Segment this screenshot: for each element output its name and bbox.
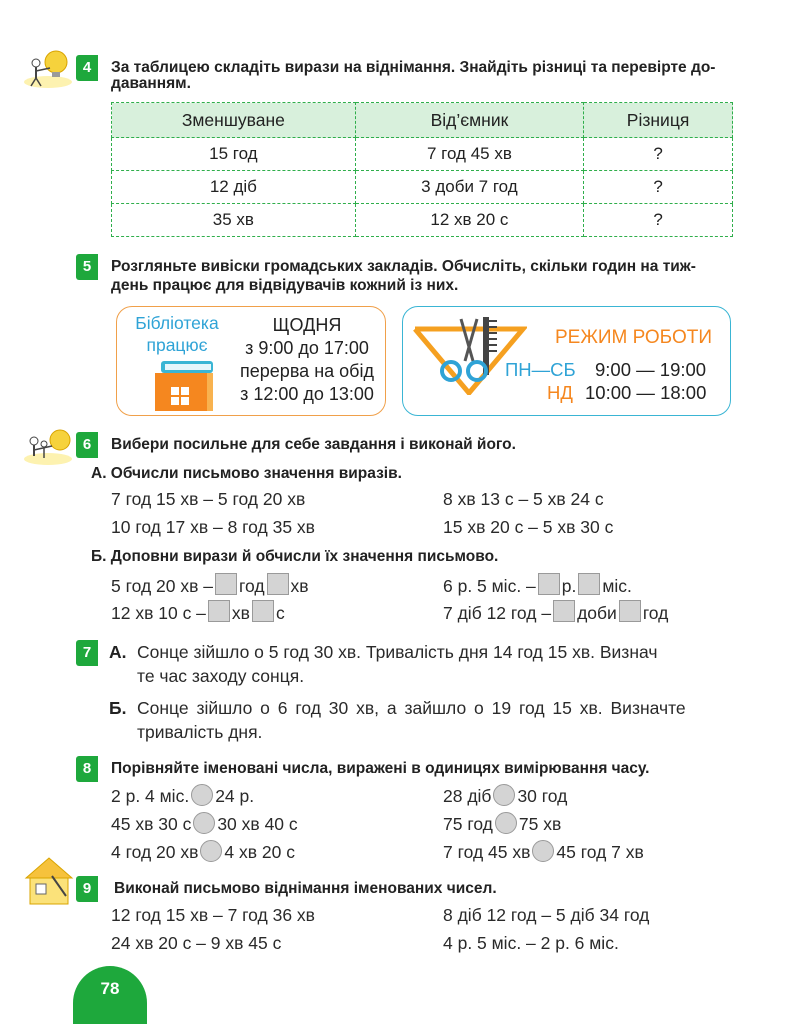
compare-circle[interactable] bbox=[193, 812, 215, 834]
page-number: 78 bbox=[73, 966, 147, 1024]
library-line4: з 12:00 до 13:00 bbox=[240, 384, 374, 404]
expr-text: 7 діб 12 год – bbox=[443, 603, 552, 623]
expr-unit: міс. bbox=[602, 576, 632, 596]
salon-weekday-hours: 9:00 — 19:00 bbox=[595, 359, 707, 380]
library-line2: з 9:00 до 17:00 bbox=[245, 338, 369, 358]
compare-right: 30 хв 40 с bbox=[217, 814, 298, 834]
task8-comparison bbox=[111, 840, 295, 863]
expr-unit: р. bbox=[561, 576, 577, 596]
books-icon bbox=[151, 359, 217, 411]
salon-sunday-label: НД bbox=[547, 382, 573, 403]
salon-sunday-hours: 10:00 — 18:00 bbox=[585, 382, 707, 403]
table-header: Різниця bbox=[584, 103, 733, 138]
compare-left: 7 год 45 хв bbox=[443, 842, 531, 862]
task6-expression: 15 хв 20 с – 5 хв 30 с bbox=[443, 517, 614, 537]
expr-text: 12 хв 10 с – bbox=[111, 603, 206, 623]
task9-expression: 8 діб 12 год – 5 діб 34 год bbox=[443, 905, 650, 925]
task9-expression: 4 р. 5 міс. – 2 р. 6 міс. bbox=[443, 933, 619, 953]
task6-text: Вибери посильне для себе завдання і виконай його. bbox=[111, 436, 516, 453]
task7-b-label: Б. bbox=[109, 698, 127, 718]
salon-sign bbox=[402, 306, 731, 416]
salon-title: РЕЖИМ РОБОТИ bbox=[555, 327, 712, 348]
task7-a-label: А. bbox=[109, 642, 127, 662]
task7-b-line1: Сонце зійшло о 6 год 30 хв, а зайшло о 19 год 15 хв. Визначте bbox=[137, 698, 686, 718]
task6-partA-title: А. Обчисли письмово значення виразів. bbox=[91, 465, 402, 482]
library-name-line1: Бібліотека bbox=[135, 313, 219, 333]
compare-circle[interactable] bbox=[191, 784, 213, 806]
task8-comparison bbox=[443, 840, 644, 863]
blank-box[interactable] bbox=[267, 573, 289, 595]
compare-right: 4 хв 20 с bbox=[224, 842, 295, 862]
compare-circle[interactable] bbox=[493, 784, 515, 806]
expr-unit: хв bbox=[231, 603, 250, 623]
task-number-8: 8 bbox=[76, 756, 98, 782]
library-sign bbox=[116, 306, 386, 416]
task6-expression: 8 хв 13 с – 5 хв 24 с bbox=[443, 489, 604, 509]
task6-fill-expression bbox=[111, 573, 309, 597]
task6-partB-title: Б. Доповни вирази й обчисли їх значення письмово. bbox=[91, 548, 499, 565]
task7-b-line2: тривалість дня. bbox=[137, 722, 263, 742]
task4-text-line2: даванням. bbox=[111, 75, 191, 92]
expr-unit: год bbox=[238, 576, 265, 596]
expr-text: 6 р. 5 міс. – bbox=[443, 576, 536, 596]
table-cell: ? bbox=[584, 171, 733, 204]
task8-comparison bbox=[443, 812, 561, 835]
task8-comparison bbox=[111, 784, 254, 807]
lightbulb-pair-icon bbox=[22, 46, 74, 90]
table-cell: 3 доби 7 год bbox=[355, 171, 583, 204]
task8-text: Порівняйте іменовані числа, виражені в одиницях вимірювання часу. bbox=[111, 760, 650, 777]
task-number-7: 7 bbox=[76, 640, 98, 666]
blank-box[interactable] bbox=[252, 600, 274, 622]
library-name-line2: працює bbox=[146, 335, 208, 355]
expr-unit: год bbox=[642, 603, 669, 623]
table-header: Від’ємник bbox=[355, 103, 583, 138]
house-icon bbox=[22, 856, 76, 906]
task4-text-line1: За таблицею складіть вирази на віднімання. Знайдіть різниці та перевірте до- bbox=[111, 59, 716, 76]
table-cell: 12 діб bbox=[112, 171, 356, 204]
table-cell: 12 хв 20 с bbox=[355, 204, 583, 237]
table-header: Зменшуване bbox=[112, 103, 356, 138]
task8-comparison bbox=[443, 784, 567, 807]
task7-a-line1: Сонце зійшло о 5 год 30 хв. Тривалість дня 14 год 15 хв. Визнач bbox=[137, 642, 658, 662]
compare-left: 2 р. 4 міс. bbox=[111, 786, 190, 806]
blank-box[interactable] bbox=[553, 600, 575, 622]
compare-right: 75 хв bbox=[518, 814, 562, 834]
table-cell: ? bbox=[584, 138, 733, 171]
compare-right: 30 год bbox=[517, 786, 568, 806]
compare-right: 45 год 7 хв bbox=[556, 842, 644, 862]
compare-left: 4 год 20 хв bbox=[111, 842, 199, 862]
task6-expression: 10 год 17 хв – 8 год 35 хв bbox=[111, 517, 315, 537]
task9-text: Виконай письмово віднімання іменованих чисел. bbox=[114, 880, 497, 897]
compare-left: 45 хв 30 с bbox=[111, 814, 192, 834]
task5-text-line2: день працює для відвідувачів кожний із них. bbox=[111, 277, 459, 294]
task5-text-line1: Розгляньте вивіски громадських закладів. Обчисліть, скільки годин на тиж- bbox=[111, 258, 696, 275]
blank-box[interactable] bbox=[619, 600, 641, 622]
task6-expression: 7 год 15 хв – 5 год 20 хв bbox=[111, 489, 306, 509]
expr-unit: доби bbox=[577, 603, 617, 623]
table-cell: 7 год 45 хв bbox=[355, 138, 583, 171]
compare-circle[interactable] bbox=[200, 840, 222, 862]
expr-unit: с bbox=[275, 603, 285, 623]
task4-table bbox=[111, 102, 733, 237]
task6-fill-expression bbox=[443, 600, 668, 624]
blank-box[interactable] bbox=[215, 573, 237, 595]
table-row bbox=[112, 204, 733, 237]
task9-expression: 24 хв 20 с – 9 хв 45 с bbox=[111, 933, 282, 953]
task8-comparison bbox=[111, 812, 298, 835]
task6-fill-expression bbox=[443, 573, 632, 597]
task-number-9: 9 bbox=[76, 876, 98, 902]
table-cell: ? bbox=[584, 204, 733, 237]
salon-weekday-label: ПН—СБ bbox=[505, 359, 576, 380]
task-number-5: 5 bbox=[76, 254, 98, 280]
compare-circle[interactable] bbox=[495, 812, 517, 834]
scissors-comb-icon bbox=[411, 315, 527, 395]
task6-fill-expression bbox=[111, 600, 285, 624]
library-line1: ЩОДНЯ bbox=[272, 315, 342, 335]
blank-box[interactable] bbox=[208, 600, 230, 622]
task-number-6: 6 bbox=[76, 432, 98, 458]
library-line3: перерва на обід bbox=[240, 361, 374, 381]
table-row bbox=[112, 138, 733, 171]
blank-box[interactable] bbox=[538, 573, 560, 595]
task7-a-line2: те час заходу сонця. bbox=[137, 666, 305, 686]
blank-box[interactable] bbox=[578, 573, 600, 595]
table-cell: 35 хв bbox=[112, 204, 356, 237]
task-number-4: 4 bbox=[76, 55, 98, 81]
expr-text: 5 год 20 хв – bbox=[111, 576, 213, 596]
table-cell: 15 год bbox=[112, 138, 356, 171]
compare-left: 75 год bbox=[443, 814, 493, 834]
compare-left: 28 діб bbox=[443, 786, 492, 806]
compare-circle[interactable] bbox=[532, 840, 554, 862]
table-row bbox=[112, 171, 733, 204]
task9-expression: 12 год 15 хв – 7 год 36 хв bbox=[111, 905, 315, 925]
lightbulb-pair-icon bbox=[22, 426, 74, 466]
compare-right: 24 р. bbox=[215, 786, 255, 806]
expr-unit: хв bbox=[290, 576, 309, 596]
